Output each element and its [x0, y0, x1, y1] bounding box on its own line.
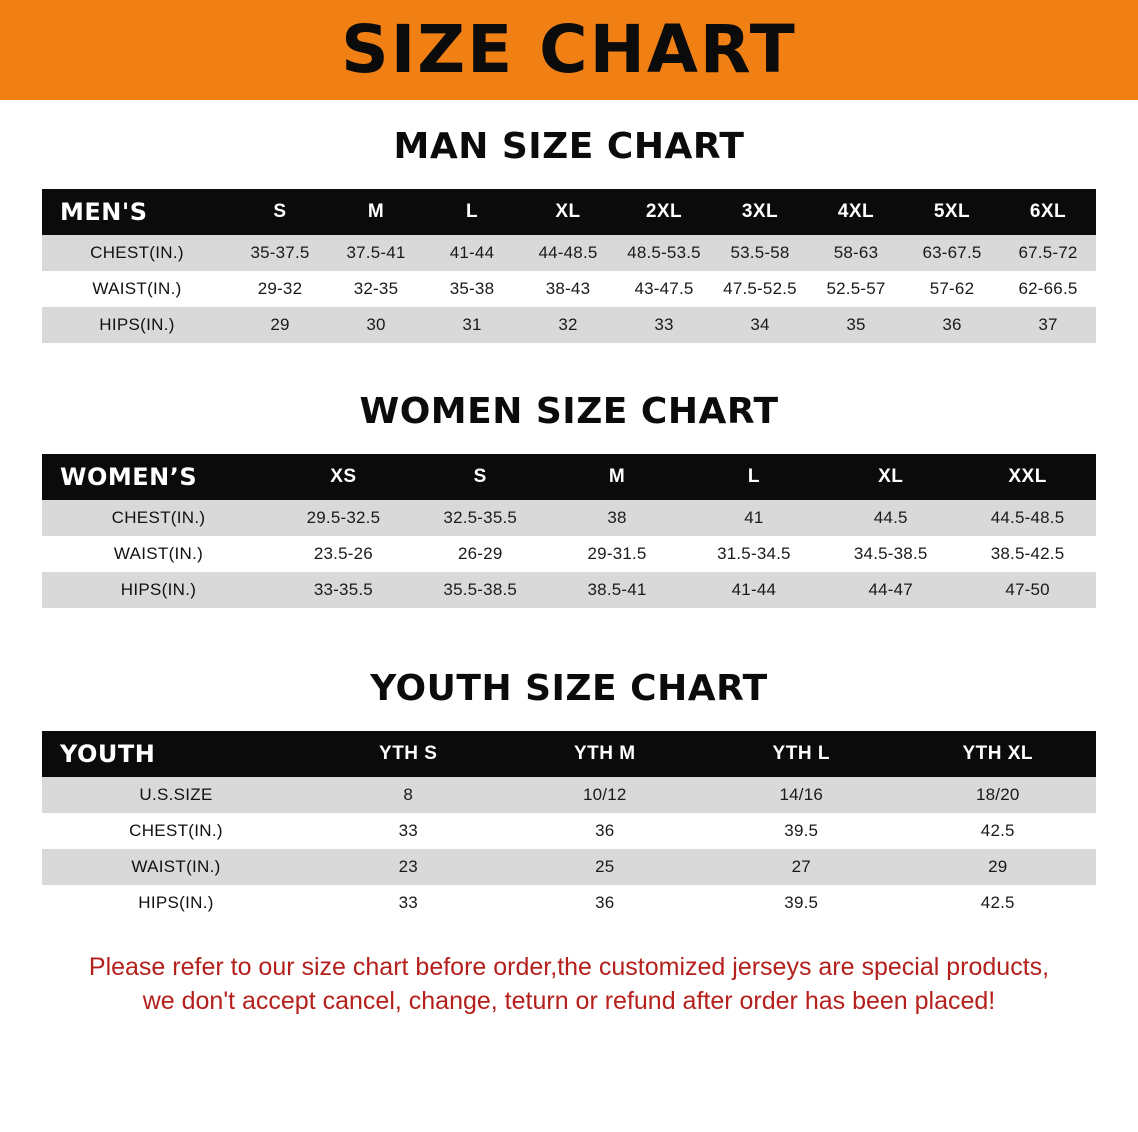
youth-table-wrap	[42, 731, 1096, 921]
youth-row-1-label: CHEST(IN.)	[42, 813, 310, 849]
table-row	[42, 500, 1096, 536]
man-row-0-cell-5: 53.5-58	[712, 235, 808, 271]
women-row-1-cell-2: 29-31.5	[549, 536, 686, 572]
man-section-heading: MAN SIZE CHART	[393, 126, 745, 167]
youth-section-heading: YOUTH SIZE CHART	[370, 668, 768, 709]
man-row-1-cell-0: 29-32	[232, 271, 328, 307]
man-size-table	[42, 189, 1096, 343]
policy-note-line-1: Please refer to our size chart before order,the customized jerseys are special products,	[88, 953, 1050, 981]
youth-col-2: YTH L	[772, 743, 830, 764]
table-row	[42, 849, 1096, 885]
man-row-1-cell-3: 38-43	[520, 271, 616, 307]
man-row-0-cell-3: 44-48.5	[520, 235, 616, 271]
man-row-0-cell-0: 35-37.5	[232, 235, 328, 271]
women-row-2-cell-3: 41-44	[685, 572, 822, 608]
man-row-1-cell-6: 52.5-57	[808, 271, 904, 307]
man-col-8: 6XL	[1029, 201, 1067, 222]
man-row-2-cell-8: 37	[1000, 307, 1096, 343]
man-row-0-cell-6: 58-63	[808, 235, 904, 271]
women-row-2-cell-1: 35.5-38.5	[412, 572, 549, 608]
youth-row-3-cell-0: 33	[310, 885, 507, 921]
youth-row-3-cell-3: 42.5	[900, 885, 1097, 921]
man-row-0-cell-2: 41-44	[424, 235, 520, 271]
youth-row-2-label: WAIST(IN.)	[42, 849, 310, 885]
women-row-2-cell-0: 33-35.5	[275, 572, 412, 608]
policy-note	[36, 951, 1102, 1019]
youth-row-0-cell-3: 18/20	[900, 777, 1097, 813]
women-col-0: XS	[330, 466, 357, 487]
women-table-wrap	[42, 454, 1096, 608]
women-corner-label: WOMEN’S	[60, 463, 198, 491]
youth-size-table	[42, 731, 1096, 921]
youth-col-3: YTH XL	[962, 743, 1034, 764]
youth-corner-label: YOUTH	[60, 740, 156, 768]
youth-row-2-cell-2: 27	[703, 849, 900, 885]
women-col-5: XXL	[1008, 466, 1047, 487]
man-table-wrap	[42, 189, 1096, 343]
man-row-2-cell-4: 33	[616, 307, 712, 343]
women-col-3: L	[747, 466, 760, 487]
women-row-2-cell-2: 38.5-41	[549, 572, 686, 608]
page-title: SIZE CHART	[341, 11, 797, 88]
man-row-2-label: HIPS(IN.)	[42, 307, 232, 343]
youth-table-body	[42, 777, 1096, 921]
table-row	[42, 536, 1096, 572]
women-row-2-cell-5: 47-50	[959, 572, 1096, 608]
women-row-0-cell-5: 44.5-48.5	[959, 500, 1096, 536]
man-row-2-cell-2: 31	[424, 307, 520, 343]
man-row-1-cell-4: 43-47.5	[616, 271, 712, 307]
man-table-head	[42, 189, 1096, 235]
man-row-2-cell-7: 36	[904, 307, 1000, 343]
table-header-row	[42, 731, 1096, 777]
women-row-1-cell-1: 26-29	[412, 536, 549, 572]
youth-row-1-cell-3: 42.5	[900, 813, 1097, 849]
youth-row-0-cell-1: 10/12	[507, 777, 704, 813]
women-row-0-cell-0: 29.5-32.5	[275, 500, 412, 536]
youth-row-2-cell-0: 23	[310, 849, 507, 885]
youth-col-1: YTH M	[573, 743, 636, 764]
man-row-0-cell-8: 67.5-72	[1000, 235, 1096, 271]
women-row-1-label: WAIST(IN.)	[42, 536, 275, 572]
women-row-0-cell-3: 41	[685, 500, 822, 536]
man-col-5: 3XL	[741, 201, 779, 222]
women-table-body	[42, 500, 1096, 608]
man-row-1-label: WAIST(IN.)	[42, 271, 232, 307]
youth-row-0-cell-0: 8	[310, 777, 507, 813]
women-table-head	[42, 454, 1096, 500]
man-row-2-cell-0: 29	[232, 307, 328, 343]
women-row-0-label: CHEST(IN.)	[42, 500, 275, 536]
table-row	[42, 235, 1096, 271]
man-row-1-cell-8: 62-66.5	[1000, 271, 1096, 307]
women-row-1-cell-4: 34.5-38.5	[822, 536, 959, 572]
man-row-2-cell-5: 34	[712, 307, 808, 343]
women-row-0-cell-4: 44.5	[822, 500, 959, 536]
youth-row-1-cell-0: 33	[310, 813, 507, 849]
man-row-1-cell-5: 47.5-52.5	[712, 271, 808, 307]
women-col-2: M	[608, 466, 626, 487]
man-col-4: 2XL	[645, 201, 683, 222]
women-row-0-cell-1: 32.5-35.5	[412, 500, 549, 536]
women-row-1-cell-3: 31.5-34.5	[685, 536, 822, 572]
youth-row-2-cell-3: 29	[900, 849, 1097, 885]
youth-row-3-cell-1: 36	[507, 885, 704, 921]
man-col-7: 5XL	[933, 201, 971, 222]
man-col-1: M	[367, 201, 385, 222]
man-row-0-cell-1: 37.5-41	[328, 235, 424, 271]
man-col-0: S	[273, 201, 287, 222]
man-row-1-cell-7: 57-62	[904, 271, 1000, 307]
table-row	[42, 885, 1096, 921]
man-corner-label: MEN'S	[60, 198, 148, 226]
women-row-0-cell-2: 38	[549, 500, 686, 536]
women-row-1-cell-0: 23.5-26	[275, 536, 412, 572]
man-row-0-label: CHEST(IN.)	[42, 235, 232, 271]
women-col-1: S	[473, 466, 487, 487]
table-row	[42, 813, 1096, 849]
youth-row-0-cell-2: 14/16	[703, 777, 900, 813]
man-col-3: XL	[555, 201, 581, 222]
man-row-1-cell-2: 35-38	[424, 271, 520, 307]
youth-row-0-label: U.S.SIZE	[42, 777, 310, 813]
youth-row-1-cell-1: 36	[507, 813, 704, 849]
man-row-0-cell-7: 63-67.5	[904, 235, 1000, 271]
youth-row-3-cell-2: 39.5	[703, 885, 900, 921]
table-header-row	[42, 189, 1096, 235]
table-row	[42, 572, 1096, 608]
man-col-2: L	[465, 201, 479, 222]
women-col-4: XL	[878, 466, 904, 487]
youth-row-2-cell-1: 25	[507, 849, 704, 885]
women-row-1-cell-5: 38.5-42.5	[959, 536, 1096, 572]
youth-row-1-cell-2: 39.5	[703, 813, 900, 849]
policy-note-line-2: we don't accept cancel, change, teturn or refund after order has been placed!	[142, 986, 996, 1015]
women-size-table	[42, 454, 1096, 608]
table-header-row	[42, 454, 1096, 500]
man-row-0-cell-4: 48.5-53.5	[616, 235, 712, 271]
table-row	[42, 271, 1096, 307]
women-row-2-label: HIPS(IN.)	[42, 572, 275, 608]
women-row-2-cell-4: 44-47	[822, 572, 959, 608]
women-section-heading: WOMEN SIZE CHART	[359, 391, 779, 432]
youth-col-0: YTH S	[379, 743, 438, 764]
man-row-2-cell-6: 35	[808, 307, 904, 343]
table-row	[42, 307, 1096, 343]
man-table-body	[42, 235, 1096, 343]
youth-table-head	[42, 731, 1096, 777]
banner	[0, 0, 1138, 100]
man-row-1-cell-1: 32-35	[328, 271, 424, 307]
youth-row-3-label: HIPS(IN.)	[42, 885, 310, 921]
man-col-6: 4XL	[837, 201, 875, 222]
man-row-2-cell-1: 30	[328, 307, 424, 343]
man-row-2-cell-3: 32	[520, 307, 616, 343]
table-row	[42, 777, 1096, 813]
